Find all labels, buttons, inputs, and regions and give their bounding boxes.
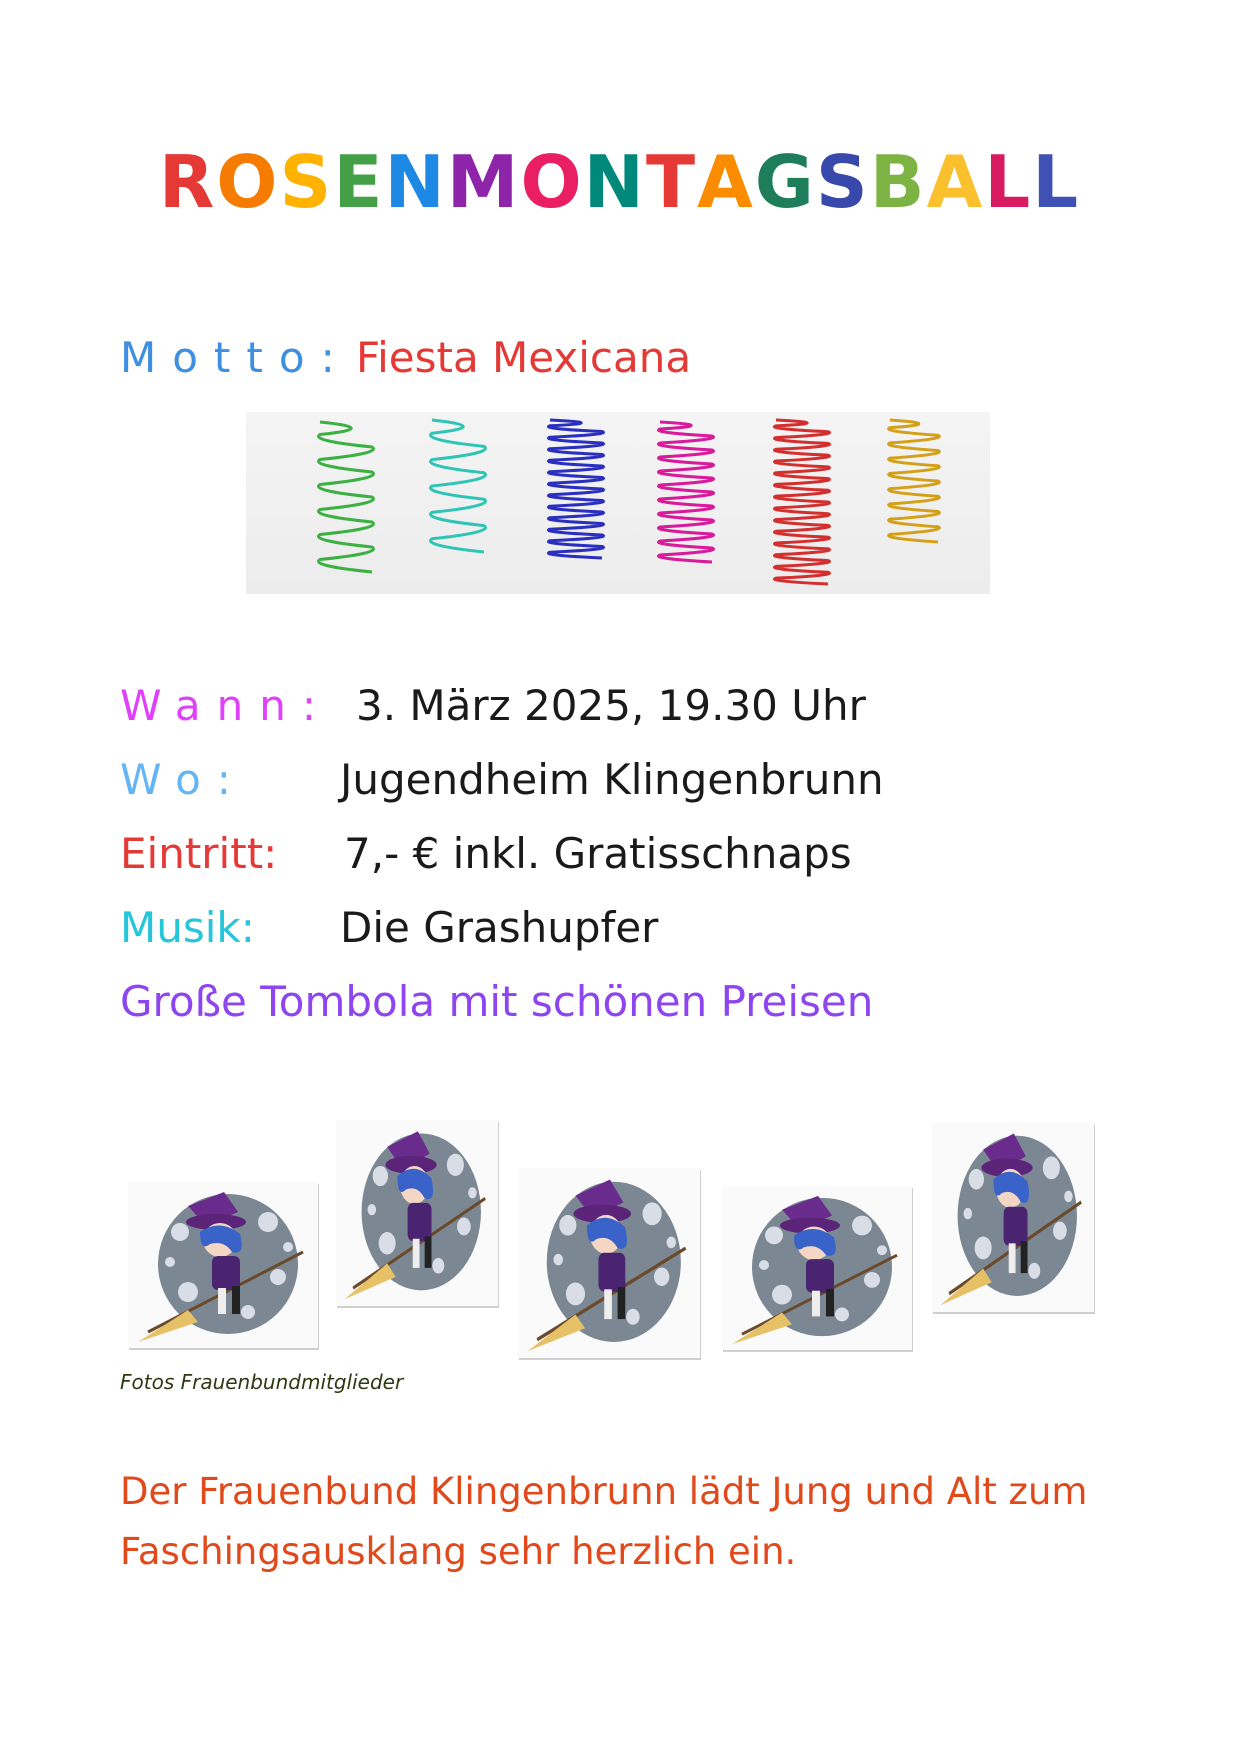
streamer [889,420,940,542]
witch-icon [128,1182,318,1348]
witch-icon [722,1186,912,1350]
witch-photo-1 [128,1182,318,1348]
eintritt-label: Eintritt: [120,829,278,878]
title-letter: T [645,140,698,224]
witch-icon [336,1120,498,1306]
witch-photo-4 [722,1186,912,1350]
eintritt-value: 7,- € inkl. Gratisschnaps [344,829,852,878]
title-letter: E [333,140,385,224]
musik-label: Musik: [120,903,255,952]
title-letter: N [583,140,646,224]
title-letter: A [697,140,755,224]
photo-caption: Fotos Frauenbundmitglieder [120,1370,404,1394]
motto-row [120,330,1020,390]
eintritt-row [120,826,1120,886]
title-letter: B [869,140,927,224]
streamer [319,422,374,572]
wo-label: Wo: [120,755,247,804]
title-letter: S [279,140,334,224]
streamer [659,422,714,562]
wann-row [120,678,1120,738]
witch-photo-3 [518,1168,700,1358]
streamer [549,420,604,558]
motto-value: Fiesta Mexicana [356,333,692,382]
title-letter: M [446,140,521,224]
wo-value: Jugendheim Klingenbrunn [340,755,884,804]
title-letter: L [984,140,1033,224]
streamer [775,420,830,584]
musik-row [120,900,1120,960]
wann-label: Wann: [120,681,332,730]
title-letter: R [158,140,217,224]
title-letter: G [754,140,816,224]
title-letter: O [520,140,584,224]
page-title [0,138,1239,226]
wann-value: 3. März 2025, 19.30 Uhr [356,681,866,730]
title-letter: L [1032,140,1081,224]
witch-photo-2 [336,1120,498,1306]
witch-icon [932,1122,1094,1312]
streamers-image [246,412,990,594]
witch-icon [518,1168,700,1358]
streamers-graphic [246,412,990,594]
title-letter: N [384,140,447,224]
musik-value: Die Grashupfer [340,903,659,952]
witch-photo-5 [932,1122,1094,1312]
tombola-text: Große Tombola mit schönen Preisen [120,977,874,1026]
wo-row [120,752,1120,812]
title-letter: A [926,140,985,224]
title-letter: O [216,140,280,224]
invitation-text: Der Frauenbund Klingenbrunn lädt Jung und Alt zum Faschingsausklang sehr herzlich ein. [120,1470,1088,1573]
motto-label: Motto: [120,333,351,382]
streamer [431,420,486,552]
title-letter: S [815,140,870,224]
